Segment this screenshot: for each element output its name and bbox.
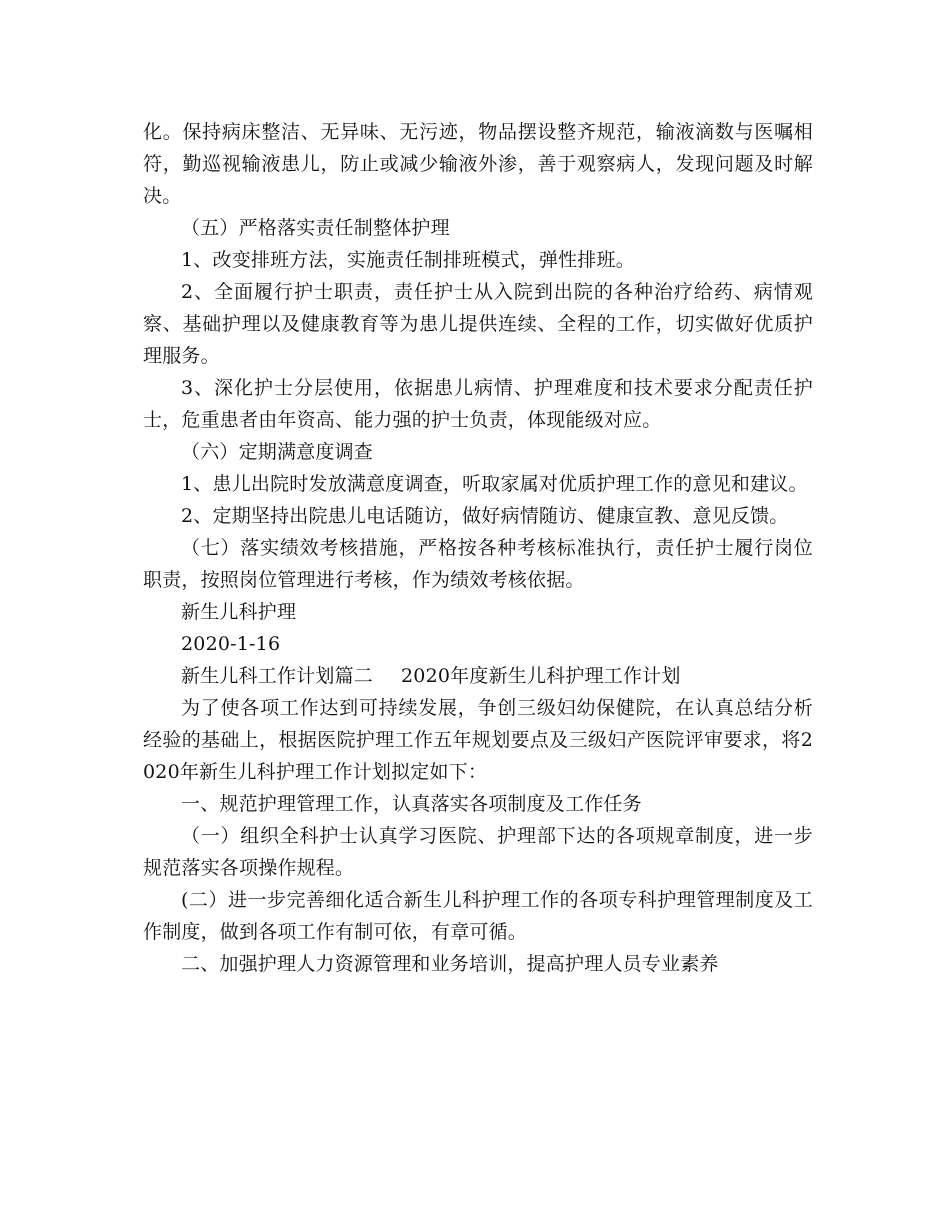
paragraph-p3: 1、改变排班方法，实施责任制排班模式，弹性排班。 xyxy=(181,249,635,271)
paragraph-q1: 为了使各项工作达到可持续发展，争创三级妇幼保健院，在认真总结分析经验的基础上，根据医院护理工作五年规划要点及三级妇产医院评审要求，将2020年新生儿科护理工作计划拟定如下： xyxy=(143,697,813,783)
paragraph-q4: (二）进一步完善细化适合新生儿科护理工作的各项专科护理管理制度及工作制度，做到各项工作有制可依，有章可循。 xyxy=(143,889,813,943)
paragraph-p9: （七）落实绩效考核措施，严格按各种考核标准执行，责任护士履行岗位职责，按照岗位管理进行考核，作为绩效考核依据。 xyxy=(143,537,813,591)
paragraph-q3: （一）组织全科护士认真学习医院、护理部下达的各项规章制度，进一步规范落实各项操作规程。 xyxy=(143,825,813,879)
section-heading-right: 2020年度新生儿科护理工作计划 xyxy=(401,665,681,687)
paragraph-p5: 3、深化护士分层使用，依据患儿病情、护理难度和技术要求分配责任护士，危重患者由年资高、能力强的护士负责，体现能级对应。 xyxy=(143,377,813,431)
subheading-five: （五）严格落实责任制整体护理 xyxy=(181,217,450,239)
paragraph-p7: 1、患儿出院时发放满意度调查，听取家属对优质护理工作的意见和建议。 xyxy=(181,473,808,495)
paragraph-p8: 2、定期坚持出院患儿电话随访，做好病情随访、健康宣教、意见反馈。 xyxy=(181,505,789,527)
subheading-one: 一、规范护理管理工作，认真落实各项制度及工作任务 xyxy=(181,793,642,815)
section-heading xyxy=(143,660,813,692)
section-heading-left: 新生儿科工作计划篇二 xyxy=(181,665,374,687)
signature-date: 2020-1-16 xyxy=(181,633,281,655)
subheading-two: 二、加强护理人力资源管理和业务培训，提高护理人员专业素养 xyxy=(181,953,719,975)
subheading-six: （六）定期满意度调查 xyxy=(181,441,374,463)
signature-department: 新生儿科护理 xyxy=(181,601,297,623)
paragraph-p1: 化。保持病床整洁、无异味、无污迹，物品摆设整齐规范，输液滴数与医嘱相符，勤巡视输液患儿，防止或减少输液外渗，善于观察病人，发现问题及时解决。 xyxy=(143,121,813,207)
paragraph-p4: 2、全面履行护士职责，责任护士从入院到出院的各种治疗给药、病情观察、基础护理以及健康教育等为患儿提供连续、全程的工作，切实做好优质护理服务。 xyxy=(143,281,813,367)
document-body xyxy=(143,116,813,980)
